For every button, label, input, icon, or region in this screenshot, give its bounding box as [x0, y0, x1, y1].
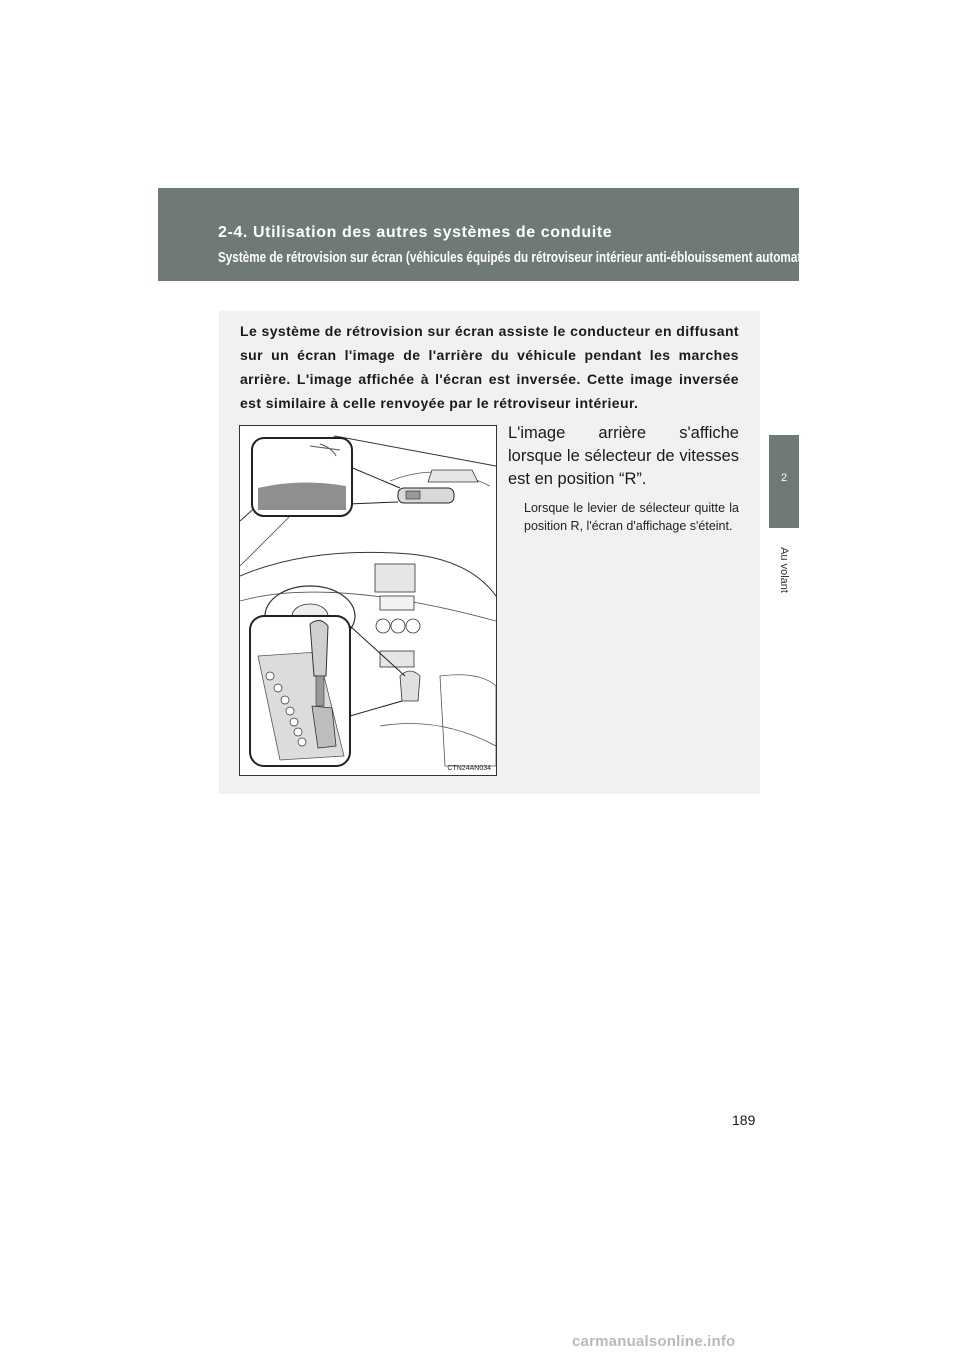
- figure-code: CTN24AN034: [447, 765, 491, 772]
- chapter-label: [776, 540, 792, 600]
- note-text: Lorsque le levier de sélecteur quitte la position R, l'écran d'affichage s'éteint.: [524, 501, 739, 533]
- page-title: Système de rétrovision sur écran (véhicules équipés du rétroviseur intérieur anti-éblouissement automatique): [218, 249, 830, 266]
- chapter-number: 2: [780, 472, 788, 484]
- intro-paragraph: Le système de rétrovision sur écran assiste le conducteur en diffusant sur un écran l'image de l'arrière du véhicule pendant les marches arrière. L'image affichée à l'écran est inversée. Cette image inversée est similaire à celle renvoyée par le rétroviseur intérieur.: [240, 323, 739, 411]
- page-header: [158, 188, 830, 281]
- main-instruction: L'image arrière s'affiche lorsque le sélecteur de vitesses est en position “R”.: [508, 424, 739, 488]
- watermark-text: carmanualsonline.info: [572, 1333, 736, 1350]
- content-box: [219, 311, 760, 794]
- chapter-label-text: Au volant: [778, 547, 790, 593]
- page-number: 189: [732, 1112, 756, 1128]
- chapter-tab: [769, 435, 799, 528]
- section-title: 2-4. Utilisation des autres systèmes de conduite: [218, 224, 613, 241]
- dashboard-illustration: [239, 425, 497, 776]
- dashboard-drawing: [240, 426, 496, 775]
